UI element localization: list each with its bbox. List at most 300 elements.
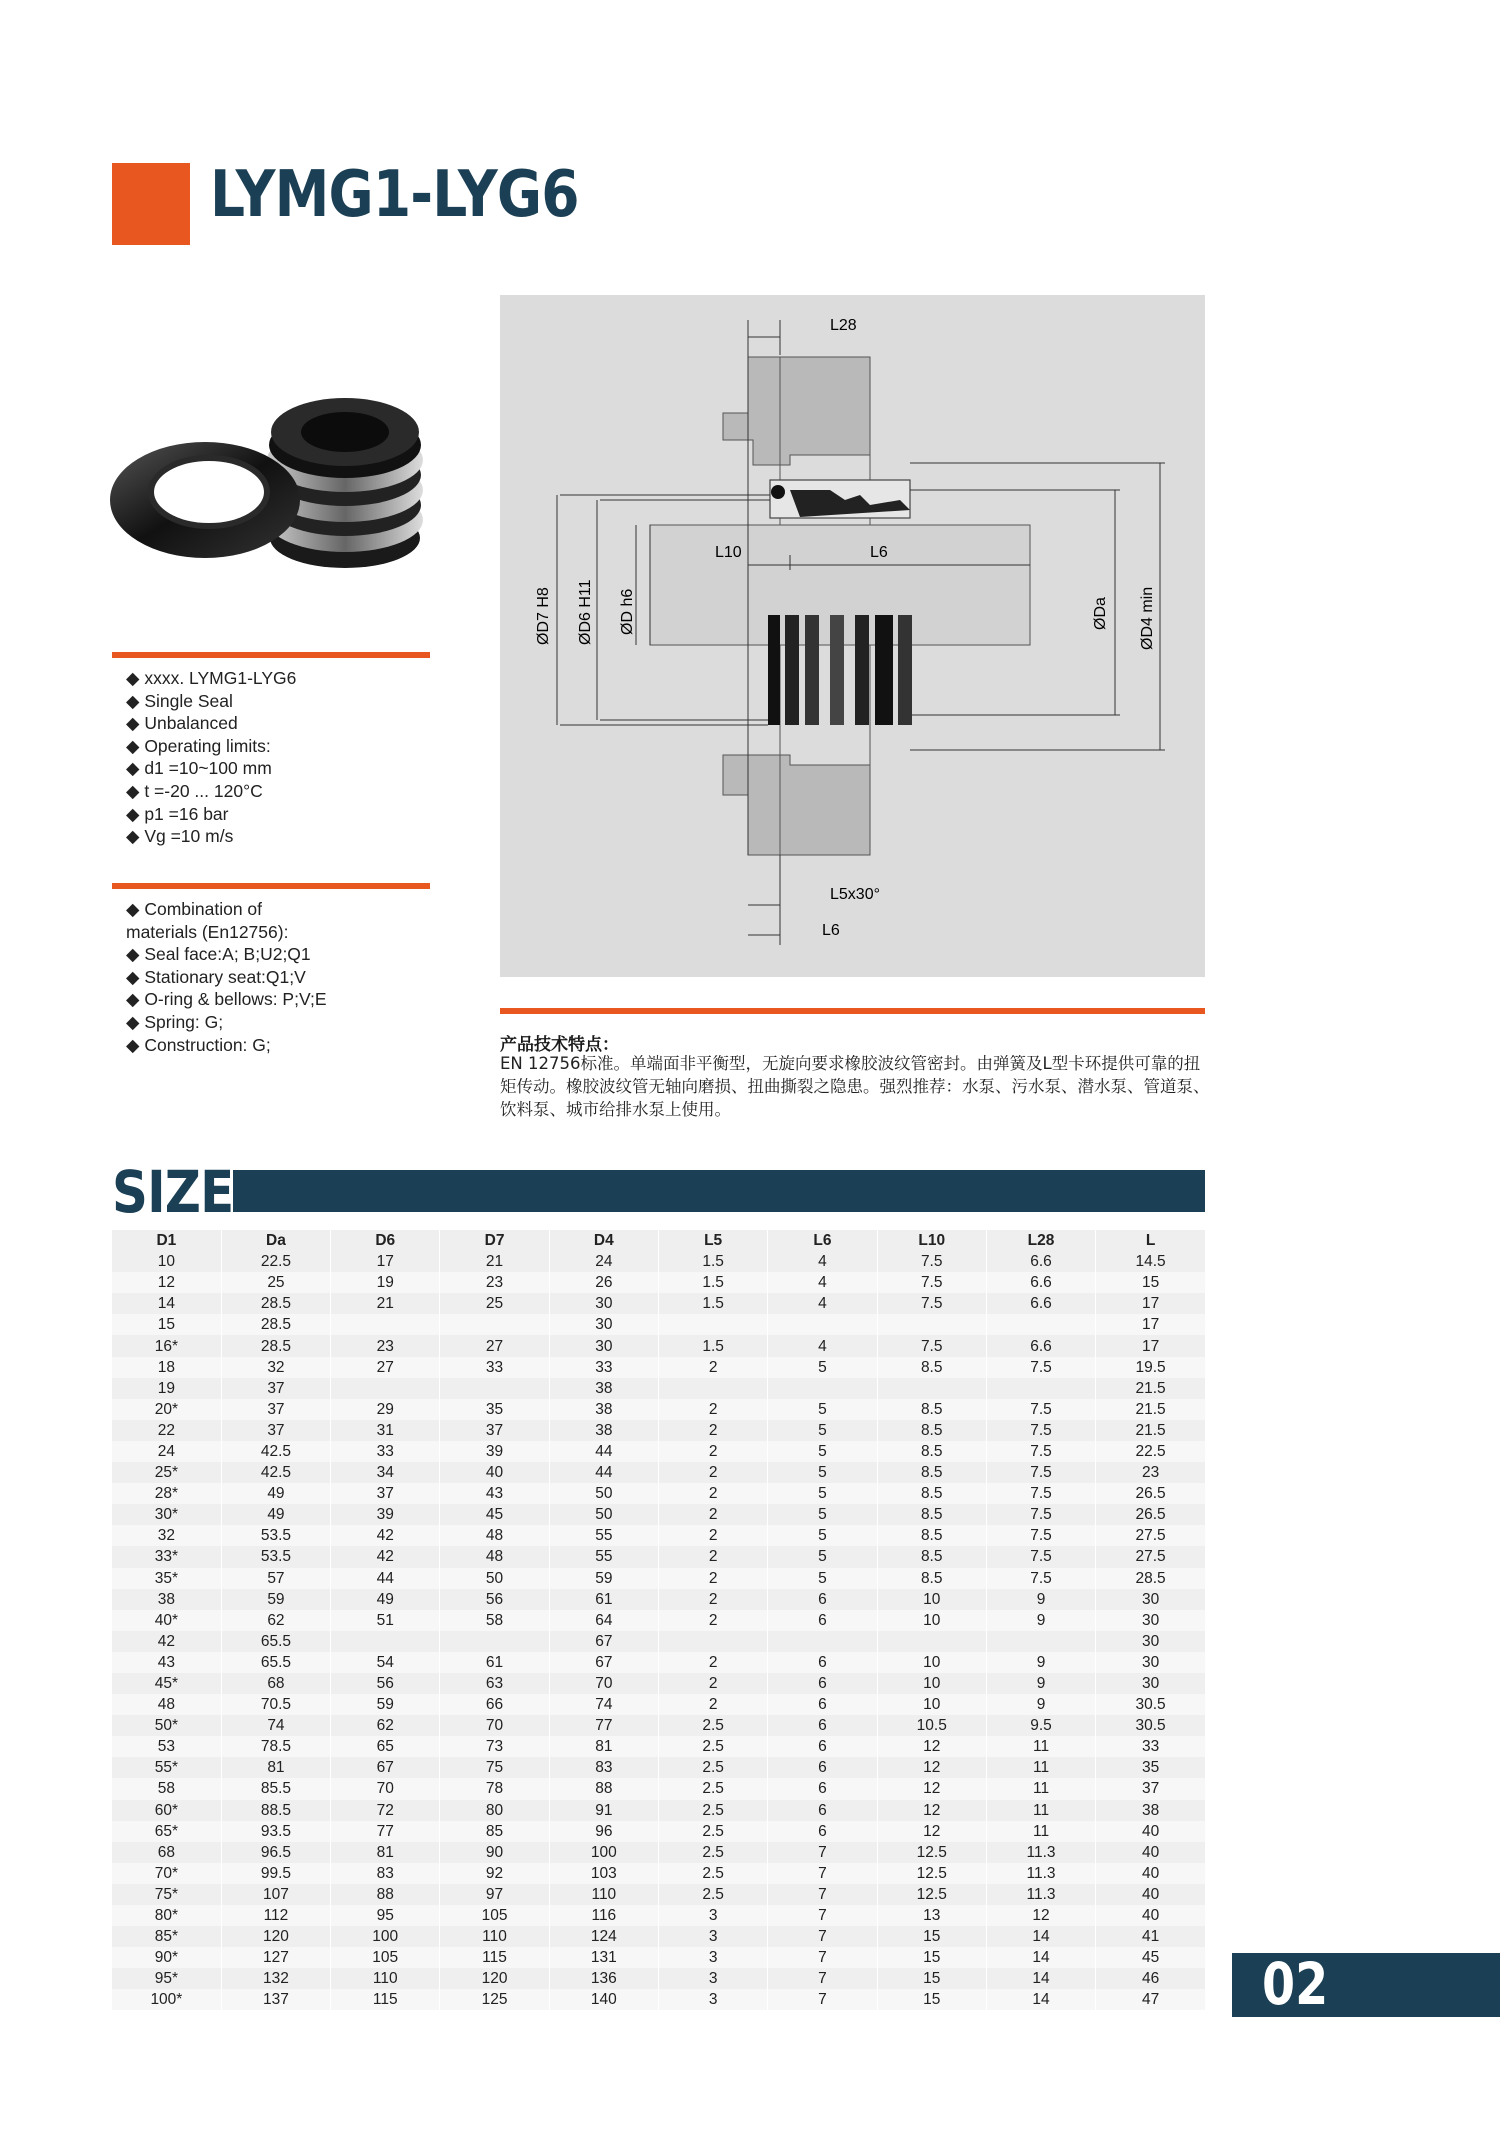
table-cell: 14 [112,1293,221,1314]
table-cell: 3 [658,1905,767,1926]
table-cell: 37 [440,1420,549,1441]
dim-D: ØD h6 [619,588,636,635]
table-cell: 30 [549,1335,658,1356]
table-cell: 2 [658,1546,767,1567]
table-cell: 13 [877,1905,986,1926]
table-cell: 124 [549,1926,658,1947]
spec-item: ◆ xxxx. LYMG1-LYG6 [126,668,297,688]
table-cell: 83 [331,1863,440,1884]
table-cell: 27 [331,1357,440,1378]
table-cell: 6 [768,1694,877,1715]
table-cell: 63 [440,1673,549,1694]
table-cell: 46 [1096,1968,1205,1989]
table-cell: 37 [1096,1778,1205,1799]
table-cell: 140 [549,1989,658,2010]
table-cell: 15 [877,1968,986,1989]
spec-divider [112,652,430,658]
table-cell: 26.5 [1096,1504,1205,1525]
table-cell: 3 [658,1989,767,2010]
table-cell: 11.3 [986,1863,1095,1884]
table-cell: 54 [331,1652,440,1673]
table-cell: 7 [768,1863,877,1884]
table-cell: 95 [331,1905,440,1926]
dim-D6: ØD6 H11 [577,579,594,645]
table-cell: 55 [549,1525,658,1546]
table-cell: 9 [986,1673,1095,1694]
table-cell: 2.5 [658,1736,767,1757]
table-cell: 43 [440,1483,549,1504]
table-row [112,1357,1205,1378]
table-cell: 33 [331,1441,440,1462]
table-row [112,1842,1205,1863]
table-header: D4 [549,1230,658,1251]
table-cell [986,1631,1095,1652]
table-cell: 7 [768,1842,877,1863]
table-cell: 10 [877,1673,986,1694]
table-cell: 6 [768,1715,877,1736]
table-cell: 33 [1096,1736,1205,1757]
table-cell: 30 [1096,1589,1205,1610]
table-cell: 6 [768,1652,877,1673]
table-cell: 28.5 [221,1293,330,1314]
table-cell: 22.5 [221,1251,330,1272]
table-cell: 59 [331,1694,440,1715]
table-row [112,1884,1205,1905]
table-cell: 38 [549,1378,658,1399]
table-cell: 8.5 [877,1462,986,1483]
table-cell: 6.6 [986,1335,1095,1356]
table-cell: 12 [877,1821,986,1842]
table-cell: 45* [112,1673,221,1694]
table-cell: 64 [549,1610,658,1631]
table-cell: 12 [877,1778,986,1799]
table-row [112,1420,1205,1441]
table-cell: 90* [112,1947,221,1968]
table-cell: 15 [877,1947,986,1968]
spec-item: ◆ Vg =10 m/s [126,826,234,847]
table-cell: 37 [221,1420,330,1441]
table-cell: 11.3 [986,1884,1095,1905]
table-cell: 10 [877,1610,986,1631]
table-cell: 5 [768,1546,877,1567]
table-cell: 32 [221,1357,330,1378]
table-cell: 28.5 [221,1335,330,1356]
table-cell: 7 [768,1989,877,2010]
table-cell: 12 [112,1272,221,1293]
table-cell: 56 [440,1589,549,1610]
table-header: L28 [986,1230,1095,1251]
table-cell: 5 [768,1441,877,1462]
table-row [112,1378,1205,1399]
table-cell: 12.5 [877,1863,986,1884]
table-cell: 2 [658,1462,767,1483]
table-cell: 115 [331,1989,440,2010]
table-cell: 8.5 [877,1357,986,1378]
table-cell: 1.5 [658,1293,767,1314]
table-cell: 61 [549,1589,658,1610]
table-cell: 7.5 [986,1483,1095,1504]
features-text: EN 12756标准。单端面非平衡型，无旋向要求橡胶波纹管密封。由弹簧及L型卡环提供可靠的扭矩传动。橡胶波纹管无轴向磨损、扭曲撕裂之隐患。强烈推荐：水泵、污水泵、潜水泵、管道泵、饮料泵、城市给排水泵上使用。 [500,1054,1210,1119]
materials-item: ◆ Spring: G; [126,1011,224,1032]
table-cell: 66 [440,1694,549,1715]
table-cell: 88.5 [221,1800,330,1821]
table-cell: 8.5 [877,1546,986,1567]
table-cell: 27.5 [1096,1546,1205,1567]
table-header: D6 [331,1230,440,1251]
table-cell: 112 [221,1905,330,1926]
table-cell: 88 [549,1778,658,1799]
table-cell: 11.3 [986,1842,1095,1863]
table-header: L5 [658,1230,767,1251]
table-cell: 50 [549,1483,658,1504]
table-cell: 19.5 [1096,1357,1205,1378]
table-cell: 5 [768,1462,877,1483]
table-cell: 137 [221,1989,330,2010]
table-cell: 77 [549,1715,658,1736]
table-cell: 8.5 [877,1420,986,1441]
spec-item: ◆ Single Seal [126,690,233,711]
table-cell: 57 [221,1568,330,1589]
table-cell [331,1314,440,1335]
table-cell: 7.5 [877,1335,986,1356]
table-cell: 21.5 [1096,1378,1205,1399]
table-cell [658,1631,767,1652]
table-cell: 58 [112,1778,221,1799]
table-cell: 10 [877,1694,986,1715]
table-cell: 12.5 [877,1884,986,1905]
table-cell: 22 [112,1420,221,1441]
table-cell: 6 [768,1589,877,1610]
table-cell: 120 [440,1968,549,1989]
table-cell: 24 [112,1441,221,1462]
materials-item: materials (En12756): [126,921,289,942]
table-cell: 70* [112,1863,221,1884]
table-row [112,1335,1205,1356]
table-cell: 51 [331,1610,440,1631]
table-cell: 31 [331,1420,440,1441]
table-cell: 14 [986,1989,1095,2010]
table-cell: 12 [986,1905,1095,1926]
table-cell: 6.6 [986,1293,1095,1314]
table-cell: 33 [440,1357,549,1378]
table-cell: 49 [331,1589,440,1610]
table-cell: 6 [768,1610,877,1631]
table-cell: 19 [112,1378,221,1399]
table-cell: 25 [440,1293,549,1314]
table-cell: 7.5 [877,1251,986,1272]
table-cell [768,1631,877,1652]
table-cell: 8.5 [877,1441,986,1462]
table-cell: 131 [549,1947,658,1968]
table-cell: 40 [1096,1842,1205,1863]
table-cell: 2 [658,1441,767,1462]
table-header: D1 [112,1230,221,1251]
table-cell: 6 [768,1673,877,1694]
table-cell: 3 [658,1947,767,1968]
size-table-body [112,1251,1205,2010]
table-cell: 75 [440,1757,549,1778]
table-cell: 2 [658,1694,767,1715]
table-cell: 53 [112,1736,221,1757]
table-cell: 5 [768,1525,877,1546]
table-cell: 100 [549,1842,658,1863]
table-cell: 33* [112,1546,221,1567]
table-cell: 50 [549,1504,658,1525]
table-cell: 90 [440,1842,549,1863]
spec-item: ◆ d1 =10~100 mm [126,758,272,779]
table-cell: 9.5 [986,1715,1095,1736]
table-cell: 10 [877,1652,986,1673]
materials-item: ◆ Seal face:A; B;U2;Q1 [126,944,311,965]
table-cell: 74 [221,1715,330,1736]
table-cell: 99.5 [221,1863,330,1884]
table-cell: 105 [331,1947,440,1968]
table-cell: 56 [331,1673,440,1694]
table-cell: 40 [1096,1905,1205,1926]
table-cell [440,1378,549,1399]
table-cell: 70 [440,1715,549,1736]
table-cell: 2.5 [658,1715,767,1736]
table-cell: 4 [768,1251,877,1272]
table-cell: 6 [768,1757,877,1778]
table-cell: 116 [549,1905,658,1926]
materials-item: ◆ Stationary seat:Q1;V [126,966,306,987]
table-cell: 62 [221,1610,330,1631]
table-cell: 97 [440,1884,549,1905]
table-cell: 2 [658,1504,767,1525]
table-row [112,1778,1205,1799]
table-row [112,1926,1205,1947]
table-cell: 78.5 [221,1736,330,1757]
table-cell: 85* [112,1926,221,1947]
table-cell: 2.5 [658,1778,767,1799]
table-cell: 110 [549,1884,658,1905]
table-cell: 8.5 [877,1483,986,1504]
table-cell: 6 [768,1778,877,1799]
table-row [112,1989,1205,2010]
table-cell: 35* [112,1568,221,1589]
table-cell: 4 [768,1293,877,1314]
table-cell: 8.5 [877,1399,986,1420]
table-cell: 12 [877,1757,986,1778]
table-cell: 8.5 [877,1568,986,1589]
materials-item: ◆ Construction: G; [126,1034,271,1055]
table-row [112,1314,1205,1335]
table-cell: 3 [658,1926,767,1947]
table-cell: 67 [331,1757,440,1778]
table-cell: 80* [112,1905,221,1926]
table-cell: 78 [440,1778,549,1799]
table-row [112,1947,1205,1968]
table-cell [768,1314,877,1335]
table-cell: 35 [440,1399,549,1420]
dim-L28: L28 [830,317,857,334]
table-cell: 15 [877,1989,986,2010]
table-cell: 7.5 [986,1357,1095,1378]
table-cell: 42 [112,1631,221,1652]
table-cell: 1.5 [658,1251,767,1272]
table-row [112,1715,1205,1736]
table-row [112,1610,1205,1631]
table-cell: 30.5 [1096,1694,1205,1715]
table-cell: 25 [221,1272,330,1293]
table-cell: 23 [440,1272,549,1293]
table-cell: 115 [440,1947,549,1968]
table-cell: 7 [768,1884,877,1905]
table-cell: 7 [768,1926,877,1947]
table-cell: 28* [112,1483,221,1504]
dim-D7: ØD7 H8 [535,587,552,645]
dim-L5: L5x30° [830,886,880,903]
table-cell: 22.5 [1096,1441,1205,1462]
table-cell: 11 [986,1736,1095,1757]
table-cell: 7.5 [986,1441,1095,1462]
dim-Da: ØDa [1092,597,1109,630]
table-cell: 39 [331,1504,440,1525]
table-cell: 2.5 [658,1757,767,1778]
table-row [112,1821,1205,1842]
table-cell: 5 [768,1357,877,1378]
table-cell: 70.5 [221,1694,330,1715]
table-cell: 8.5 [877,1525,986,1546]
table-cell: 110 [331,1968,440,1989]
table-cell: 30 [1096,1631,1205,1652]
page-title: LYMG1-LYG6 [210,158,579,232]
spec-item: ◆ Unbalanced [126,713,238,734]
table-cell [877,1378,986,1399]
dim-L10: L10 [715,544,742,561]
table-cell: 40 [1096,1821,1205,1842]
table-cell: 7.5 [877,1293,986,1314]
dim-L6: L6 [870,544,888,561]
table-cell: 5 [768,1420,877,1441]
table-row [112,1251,1205,1272]
table-cell: 44 [331,1568,440,1589]
table-cell: 2.5 [658,1863,767,1884]
table-cell: 30 [549,1314,658,1335]
table-cell: 39 [440,1441,549,1462]
table-cell: 59 [549,1568,658,1589]
table-cell: 2.5 [658,1800,767,1821]
table-cell: 17 [331,1251,440,1272]
table-cell: 67 [549,1652,658,1673]
table-cell: 37 [221,1378,330,1399]
materials-item: ◆ Combination of [126,899,263,919]
table-cell: 5 [768,1483,877,1504]
table-row [112,1272,1205,1293]
table-cell: 33 [549,1357,658,1378]
features-divider [500,1008,1205,1014]
table-cell: 62 [331,1715,440,1736]
table-cell: 7 [768,1968,877,1989]
table-cell: 100 [331,1926,440,1947]
table-cell: 42 [331,1525,440,1546]
table-row [112,1673,1205,1694]
table-cell: 125 [440,1989,549,2010]
table-cell: 88 [331,1884,440,1905]
table-cell [440,1314,549,1335]
table-cell: 17 [1096,1293,1205,1314]
table-cell: 92 [440,1863,549,1884]
table-cell [331,1378,440,1399]
table-cell: 9 [986,1610,1095,1631]
table-cell: 6 [768,1821,877,1842]
table-cell: 70 [331,1778,440,1799]
table-cell: 11 [986,1778,1095,1799]
technical-drawing [500,295,1205,977]
table-cell: 49 [221,1483,330,1504]
table-cell: 40* [112,1610,221,1631]
table-cell: 96 [549,1821,658,1842]
table-cell: 60* [112,1800,221,1821]
table-cell: 73 [440,1736,549,1757]
table-row [112,1504,1205,1525]
table-cell: 9 [986,1694,1095,1715]
table-cell: 49 [221,1504,330,1525]
table-cell: 25* [112,1462,221,1483]
spec-list [126,667,296,848]
table-cell [331,1631,440,1652]
table-cell: 38 [1096,1800,1205,1821]
table-header: L6 [768,1230,877,1251]
table-cell: 40 [1096,1863,1205,1884]
title-accent-block [112,163,190,245]
table-cell: 68 [221,1673,330,1694]
table-cell: 2 [658,1483,767,1504]
table-cell: 27 [440,1335,549,1356]
table-cell: 7.5 [986,1568,1095,1589]
table-cell: 136 [549,1968,658,1989]
spec-item: ◆ t =-20 ... 120°C [126,780,263,801]
table-cell: 9 [986,1652,1095,1673]
table-cell: 107 [221,1884,330,1905]
table-cell: 48 [112,1694,221,1715]
table-cell: 7.5 [986,1504,1095,1525]
table-cell: 2 [658,1568,767,1589]
table-row [112,1652,1205,1673]
table-cell: 50* [112,1715,221,1736]
table-cell: 77 [331,1821,440,1842]
table-cell: 23 [331,1335,440,1356]
table-cell: 85 [440,1821,549,1842]
table-cell: 10 [877,1589,986,1610]
table-row [112,1589,1205,1610]
features-title: 产品技术特点： [500,1035,619,1055]
table-cell: 7.5 [986,1462,1095,1483]
table-cell: 10.5 [877,1715,986,1736]
table-cell: 2.5 [658,1842,767,1863]
table-cell: 127 [221,1947,330,1968]
table-cell: 93.5 [221,1821,330,1842]
table-cell [986,1378,1095,1399]
table-cell: 105 [440,1905,549,1926]
table-cell: 6 [768,1736,877,1757]
table-row [112,1800,1205,1821]
table-cell: 53.5 [221,1546,330,1567]
table-cell: 58 [440,1610,549,1631]
size-title: SIZE [112,1158,234,1226]
table-cell: 67 [549,1631,658,1652]
table-cell: 132 [221,1968,330,1989]
table-cell: 8.5 [877,1504,986,1525]
table-cell: 7.5 [986,1546,1095,1567]
table-cell: 17 [1096,1314,1205,1335]
table-cell: 12 [877,1736,986,1757]
table-cell: 2.5 [658,1884,767,1905]
materials-list [126,898,327,1056]
table-cell: 38 [549,1399,658,1420]
table-cell: 26 [549,1272,658,1293]
